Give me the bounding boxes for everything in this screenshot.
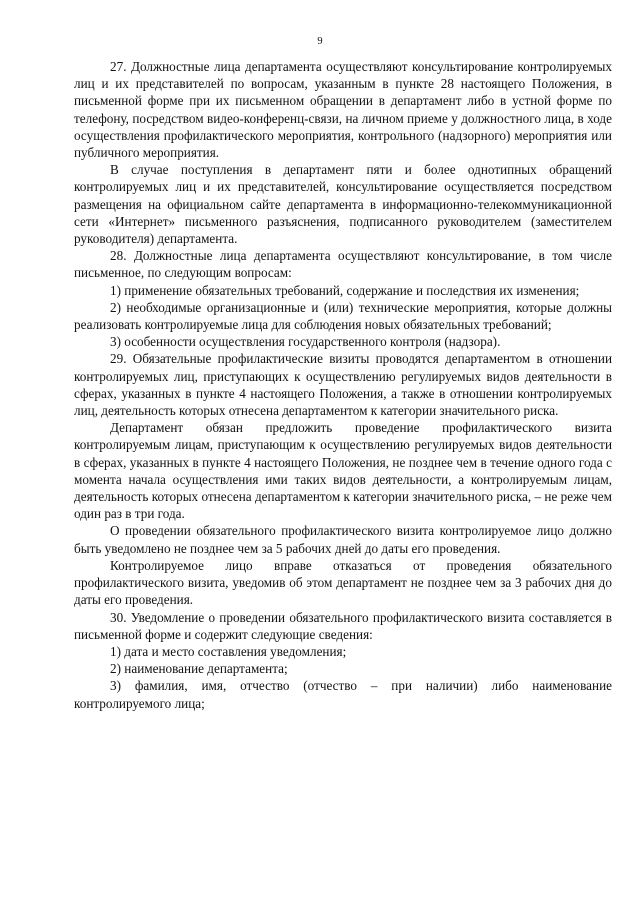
paragraph-29: 29. Обязательные профилактические визиты проводятся департаментом в отношении контролируемых лиц, приступающих к осуществлению регулируемых видов деятельности в сферах, указанных в пункте 4 настоящего Положения, а также в отношении контролируемых лиц, деятельность которых отнесена департаментом к категории значительного риска.: [74, 351, 612, 419]
paragraph-visit-obligation: Департамент обязан предложить проведение профилактического визита контролируемым лицам, приступающим к осуществлению регулируемых видов деятельности в сферах, указанных в пункте 4 настоящего Положения, не позднее чем в течение одного года с момента начала осуществления ими таких видов деятельности, а контролируемым лицам, деятельность которых отнесена департаментом к категории значительного риска, – не реже чем один раз в три года.: [74, 420, 612, 522]
paragraph-27: 27. Должностные лица департамента осуществляют консультирование контролируемых лиц и их представителей по вопросам, указанным в пункте 28 настоящего Положения, в письменной форме при их письменном обращении в департамент либо в устной форме по телефону, посредством видео-конференц-связи, на личном приеме у должностного лица, в ходе осуществления профилактического мероприятия, контрольного (надзорного) мероприятия или публичного мероприятия.: [74, 59, 612, 161]
list-item-28-1: 1) применение обязательных требований, содержание и последствия их изменения;: [110, 282, 580, 298]
paragraph-visit-notice: О проведении обязательного профилактического визита контролируемое лицо должно быть уведомлено не позднее чем за 5 рабочих дней до даты его проведения.: [74, 523, 612, 556]
document-body: [74, 58, 612, 712]
list-item-28-3: 3) особенности осуществления государственного контроля (надзора).: [110, 334, 501, 350]
paragraph-visit-refusal: Контролируемое лицо вправе отказаться от проведения обязательного профилактического визита, уведомив об этом департамент не позднее чем за 3 рабочих дня до даты его проведения.: [74, 557, 612, 608]
list-item-30-3: 3) фамилия, имя, отчество (отчество – при наличии) либо наименование контролируемого лица;: [74, 678, 612, 711]
list-item-30-1: 1) дата и место составления уведомления;: [110, 643, 347, 659]
list-item-28-2: 2) необходимые организационные и (или) технические мероприятия, которые должны реализовать контролируемые лица для соблюдения новых обязательных требований;: [74, 299, 612, 333]
paragraph-28: 28. Должностные лица департамента осуществляют консультирование, в том числе письменное, по следующим вопросам:: [74, 248, 612, 281]
paragraph-bulk-requests: В случае поступления в департамент пяти и более однотипных обращений контролируемых лиц и их представителей, консультирование осуществляется посредством размещения на официальном сайте департамента в информационно-телекоммуникационной сети «Интернет» письменного разъяснения, подписанного руководителем (заместителем руководителя) департамента.: [74, 162, 612, 247]
paragraph-30: 30. Уведомление о проведении обязательного профилактического визита составляется в письменной форме и содержит следующие сведения:: [74, 609, 612, 642]
page-number: 9: [317, 36, 323, 47]
list-item-30-2: 2) наименование департамента;: [110, 661, 288, 677]
